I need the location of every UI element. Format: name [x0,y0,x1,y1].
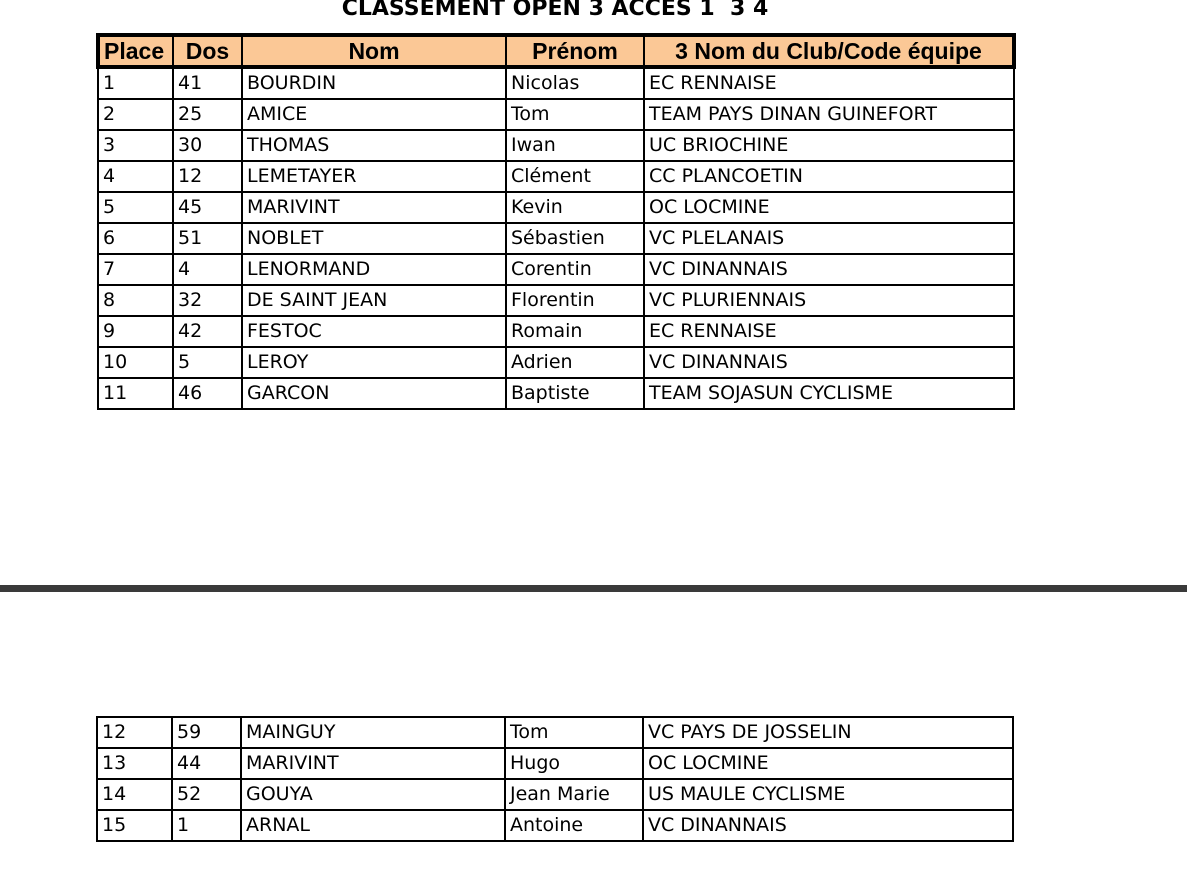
cell-prenom: Corentin [506,254,644,285]
cell-place: 11 [98,378,173,409]
cell-dos: 51 [173,223,242,254]
table-row [98,378,1014,409]
cell-dos: 12 [173,161,242,192]
results-table-continued-body [97,717,1013,841]
cell-place: 15 [97,810,172,841]
cell-place: 2 [98,99,173,130]
cell-nom: MARIVINT [241,748,505,779]
cell-dos: 30 [173,130,242,161]
cell-club: EC RENNAISE [644,316,1014,347]
cell-nom: FESTOC [242,316,506,347]
cell-place: 10 [98,347,173,378]
cell-nom: GOUYA [241,779,505,810]
cell-club: VC DINANNAIS [643,810,1013,841]
cell-dos: 59 [172,717,241,748]
cell-nom: LEMETAYER [242,161,506,192]
cell-dos: 44 [172,748,241,779]
cell-nom: ARNAL [241,810,505,841]
cell-nom: AMICE [242,99,506,130]
cell-dos: 52 [172,779,241,810]
cell-place: 9 [98,316,173,347]
results-table [96,33,1016,410]
cell-prenom: Hugo [505,748,643,779]
cell-club: EC RENNAISE [644,67,1014,99]
table-row [98,67,1014,99]
cell-dos: 5 [173,347,242,378]
cell-dos: 42 [173,316,242,347]
cell-prenom: Clément [506,161,644,192]
cell-nom: THOMAS [242,130,506,161]
header-place: Place [98,35,173,67]
cell-club: UC BRIOCHINE [644,130,1014,161]
cell-nom: NOBLET [242,223,506,254]
table-row [97,717,1013,748]
header-nom: Nom [242,35,506,67]
cell-prenom: Tom [506,99,644,130]
cell-place: 3 [98,130,173,161]
cell-prenom: Sébastien [506,223,644,254]
cell-club: TEAM PAYS DINAN GUINEFORT [644,99,1014,130]
table-row [97,748,1013,779]
table-row [98,192,1014,223]
table-row [98,285,1014,316]
cell-club: OC LOCMINE [644,192,1014,223]
cell-dos: 41 [173,67,242,99]
cell-place: 14 [97,779,172,810]
cell-dos: 1 [172,810,241,841]
cell-place: 1 [98,67,173,99]
cell-prenom: Iwan [506,130,644,161]
cell-prenom: Baptiste [506,378,644,409]
cell-nom: LENORMAND [242,254,506,285]
cell-prenom: Florentin [506,285,644,316]
cell-place: 4 [98,161,173,192]
cell-prenom: Romain [506,316,644,347]
cell-dos: 4 [173,254,242,285]
header-row [98,35,1014,67]
results-table-body [98,67,1014,409]
cell-dos: 46 [173,378,242,409]
table-row [98,130,1014,161]
cell-nom: DE SAINT JEAN [242,285,506,316]
cell-prenom: Adrien [506,347,644,378]
cell-club: VC PAYS DE JOSSELIN [643,717,1013,748]
cell-nom: BOURDIN [242,67,506,99]
cell-place: 12 [97,717,172,748]
cell-club: VC PLURIENNAIS [644,285,1014,316]
cell-nom: MARIVINT [242,192,506,223]
table-row [97,810,1013,841]
cell-dos: 32 [173,285,242,316]
cell-club: US MAULE CYCLISME [643,779,1013,810]
table-row [98,161,1014,192]
table-row [98,347,1014,378]
cell-nom: MAINGUY [241,717,505,748]
cell-prenom: Nicolas [506,67,644,99]
cell-prenom: Jean Marie [505,779,643,810]
cell-nom: GARCON [242,378,506,409]
cell-place: 5 [98,192,173,223]
table-row [98,254,1014,285]
cell-place: 13 [97,748,172,779]
cell-dos: 25 [173,99,242,130]
cell-nom: LEROY [242,347,506,378]
cell-club: VC PLELANAIS [644,223,1014,254]
cell-club: TEAM SOJASUN CYCLISME [644,378,1014,409]
cell-club: CC PLANCOETIN [644,161,1014,192]
cell-place: 7 [98,254,173,285]
cell-prenom: Antoine [505,810,643,841]
header-prenom: Prénom [506,35,644,67]
cell-club: VC DINANNAIS [644,347,1014,378]
page-divider [0,585,1187,592]
header-club: 3 Nom du Club/Code équipe [644,35,1014,67]
cell-place: 6 [98,223,173,254]
cell-place: 8 [98,285,173,316]
cell-club: VC DINANNAIS [644,254,1014,285]
results-table-continued [96,716,1014,842]
page-title: CLASSEMENT OPEN 3 ACCES 1 3 4 [341,0,769,21]
cell-dos: 45 [173,192,242,223]
cell-prenom: Tom [505,717,643,748]
header-dos: Dos [173,35,242,67]
table-row [98,223,1014,254]
cell-prenom: Kevin [506,192,644,223]
table-row [97,779,1013,810]
cell-club: OC LOCMINE [643,748,1013,779]
table-row [98,99,1014,130]
table-row [98,316,1014,347]
